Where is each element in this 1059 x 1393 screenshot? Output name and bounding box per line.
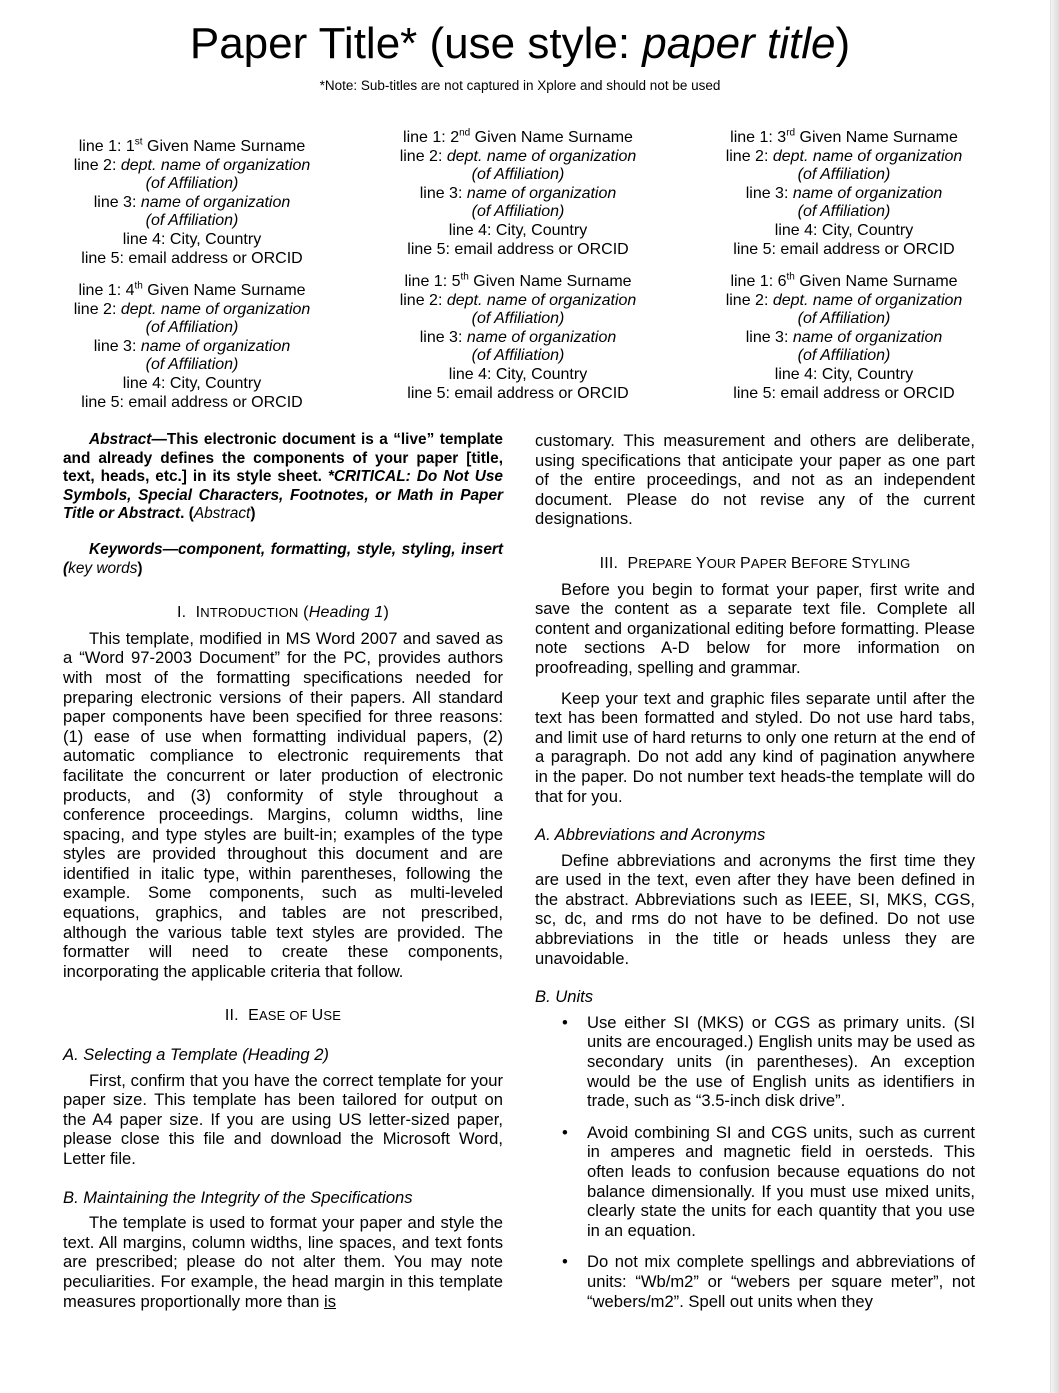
author-block-4: line 1: 4th Given Name Surname line 2: dept. name of organization (of Affiliation) line 3: name of organization (of Affiliation) line 4: City, Country line 5: email address or ORCID (73, 280, 311, 411)
units-list-item: • Use either SI (MKS) or CGS as primary units. (SI units are encouraged.) English units may be used as secondary units (in parentheses). An exception would be the use of English units as identifiers in trade, such as “3.5-inch disk drive”. (535, 1013, 975, 1111)
author-block-1: line 1: 1st Given Name Surname line 2: dept. name of organization (of Affiliation) line 3: name of organization (of Affiliation) line 4: City, Country line 5: email address or ORCID (73, 136, 311, 267)
maintaining-integrity-paragraph: The template is used to format your paper and style the text. All margins, column widths, line spaces, and text fonts are prescribed; please do not alter them. You may note peculiarities. For example, the head margin in this template measures proportionally more than is (63, 1213, 503, 1311)
prepare-paragraph-2: Keep your text and graphic files separate until after the text has been formatted and styled. Do not use hard tabs, and limit use of hard returns to only one return at the end of a paragraph. Do not add any kind of pagination anywhere in the paper. Do not number text heads-the template will do that for you. (535, 688, 975, 806)
abstract: Abstract—This electronic document is a “live” template and already defines the components of your paper [title, text, heads, etc.] in its style sheet. *CRITICAL: Do Not Use Symbols, Special Characters, Footnotes, or Math in Paper Title or Abstract. (Abstract) (63, 431, 503, 523)
selecting-template-paragraph: First, confirm that you have the correct template for your paper size. This template has been tailored for output on the A4 paper size. If you are using US letter-sized paper, please close this file and download the Microsoft Word, Letter file. (63, 1070, 503, 1168)
heading-maintaining-integrity: B. Maintaining the Integrity of the Specifications (63, 1187, 413, 1207)
paper-title: Paper Title* (use style: paper title) (189, 19, 851, 68)
heading-introduction: I. INTRODUCTION (Heading 1) (177, 604, 389, 622)
page-edge (1050, 0, 1059, 1393)
heading-selecting-template: A. Selecting a Template (Heading 2) (63, 1045, 329, 1065)
heading-units: B. Units (535, 987, 594, 1007)
author-block-5: line 1: 5th Given Name Surname line 2: dept. name of organization (of Affiliation) line 3: name of organization (of Affiliation) line 4: City, Country line 5: email address or ORCID (399, 271, 637, 402)
prepare-paragraph-1: Before you begin to format your paper, first write and save the content as a separate text file. Complete all content and organizational editing before formatting. Please note sections A-D below for more information on proofreading, spelling and grammar. (535, 579, 975, 677)
heading-abbreviations: A. Abbreviations and Acronyms (535, 825, 766, 845)
abbreviations-paragraph: Define abbreviations and acronyms the first time they are used in the text, even after they have been defined in the abstract. Abbreviations such as IEEE, SI, MKS, CGS, sc, dc, and rms do not have to be defined. Do not use abbreviations in the title or heads unless they are unavoidable. (535, 850, 975, 968)
keywords: Keywords—component, formatting, style, styling, insert (key words) (63, 540, 503, 577)
intro-paragraph: This template, modified in MS Word 2007 and saved as a “Word 97-2003 Document” for the PC, provides authors with most of the formatting specifications needed for preparing electronic versions of their papers. All standard paper components have been specified for three reasons: (1) ease of use when formatting individual papers, (2) automatic compliance to electronic requirements that facilitate the concurrent or later production of electronic products, and (3) conformity of style throughout a conference proceedings. Margins, column widths, line spacing, and type styles are built-in; examples of the type styles are provided throughout this document and are identified in italic type, within parentheses, following the example. Some components, such as multi-leveled equations, graphics, and tables are not prescribed, although the various table text styles are provided. The formatter will need to create these components, incorporating the applicable criteria that follow. (63, 628, 503, 981)
units-list-item: • Avoid combining SI and CGS units, such as current in amperes and magnetic field in oersteds. This often leads to confusion because equations do not balance dimensionally. If you must use mixed units, clearly state the units for each quantity that you use in an equation. (535, 1123, 975, 1241)
left-column (63, 431, 503, 1311)
author-block-3: line 1: 3rd Given Name Surname line 2: dept. name of organization (of Affiliation) line 3: name of organization (of Affiliation) line 4: City, Country line 5: email address or ORCID (725, 127, 963, 258)
right-column (535, 431, 975, 1323)
author-block-2: line 1: 2nd Given Name Surname line 2: dept. name of organization (of Affiliation) line 3: name of organization (of Affiliation) line 4: City, Country line 5: email address or ORCID (399, 127, 637, 258)
units-list-item: • Do not mix complete spellings and abbreviations of units: “Wb/m2” or “webers per square meter”, not “webers/m2”. Spell out units when they (535, 1252, 975, 1311)
subtitle-note: *Note: Sub-titles are not captured in Xplore and should not be used (319, 78, 721, 93)
units-list (535, 1013, 975, 1311)
heading-prepare-paper: III. PREPARE YOUR PAPER BEFORE STYLING (599, 554, 911, 572)
continuation-paragraph: customary. This measurement and others are deliberate, using specifications that anticipate your paper as one part of the entire proceedings, and not as an independent document. Please do not revise any of the current designations. (535, 431, 975, 529)
heading-ease-of-use: II. EASE OF USE (224, 1007, 342, 1025)
author-block-6: line 1: 6th Given Name Surname line 2: dept. name of organization (of Affiliation) line 3: name of organization (of Affiliation) line 4: City, Country line 5: email address or ORCID (725, 271, 963, 402)
